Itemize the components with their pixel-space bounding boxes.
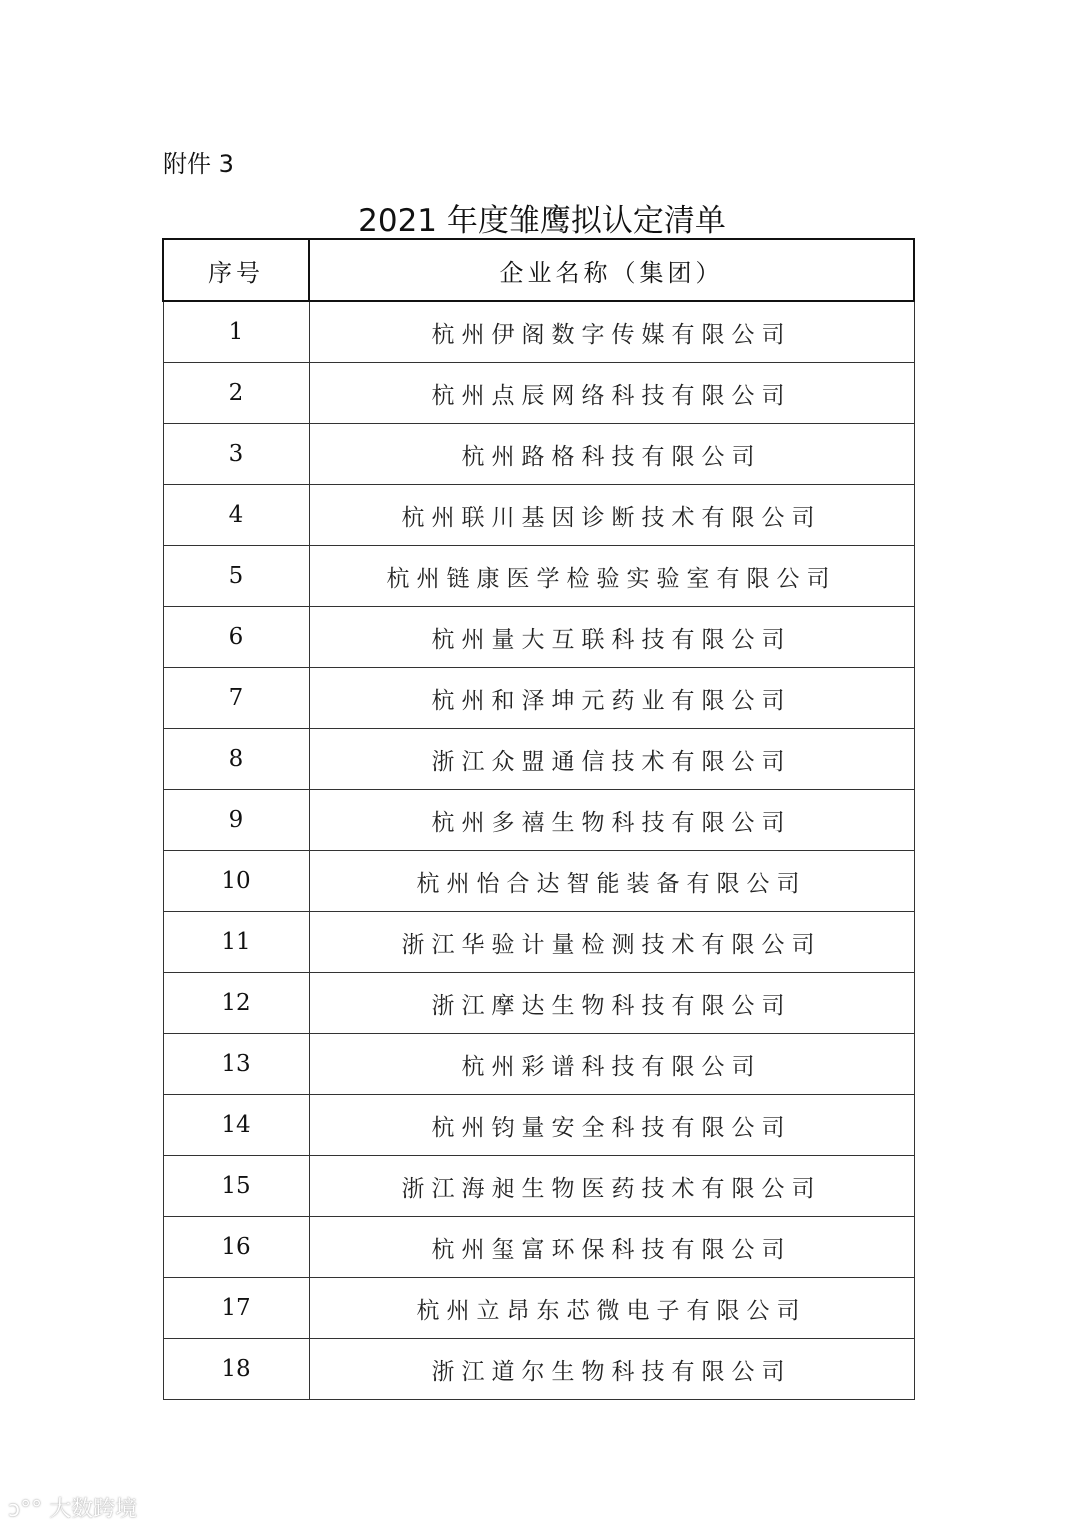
header-company-name: 企业名称（集团） — [309, 239, 914, 301]
row-index: 15 — [163, 1156, 309, 1217]
document-title: 2021 年度雏鹰拟认定清单 — [358, 203, 726, 239]
company-name: 杭州玺富环保科技有限公司 — [309, 1217, 914, 1278]
row-index: 17 — [163, 1278, 309, 1339]
company-name: 杭州怡合达智能装备有限公司 — [309, 851, 914, 912]
table-row — [163, 424, 914, 485]
table-row — [163, 912, 914, 973]
company-name: 杭州路格科技有限公司 — [309, 424, 914, 485]
table-row — [163, 790, 914, 851]
table-row — [163, 1156, 914, 1217]
company-name: 杭州点辰网络科技有限公司 — [309, 363, 914, 424]
watermark-text: 大数跨境 — [49, 1497, 138, 1522]
table-row — [163, 546, 914, 607]
row-index: 7 — [163, 668, 309, 729]
row-index: 6 — [163, 607, 309, 668]
company-name: 杭州伊阁数字传媒有限公司 — [309, 301, 914, 363]
row-index: 11 — [163, 912, 309, 973]
table-row — [163, 1034, 914, 1095]
company-name: 杭州多禧生物科技有限公司 — [309, 790, 914, 851]
row-index: 10 — [163, 851, 309, 912]
watermark-logo: ↄ°° 大数跨境 — [8, 1497, 138, 1522]
company-list-table — [162, 238, 915, 1400]
row-index: 18 — [163, 1339, 309, 1400]
table-row — [163, 851, 914, 912]
table-row — [163, 1217, 914, 1278]
table-row — [163, 668, 914, 729]
row-index: 1 — [163, 301, 309, 363]
table-row — [163, 485, 914, 546]
row-index: 3 — [163, 424, 309, 485]
row-index: 4 — [163, 485, 309, 546]
company-name: 浙江华验计量检测技术有限公司 — [309, 912, 914, 973]
row-index: 5 — [163, 546, 309, 607]
row-index: 2 — [163, 363, 309, 424]
table-row — [163, 607, 914, 668]
company-name: 杭州联川基因诊断技术有限公司 — [309, 485, 914, 546]
company-name: 杭州链康医学检验实验室有限公司 — [309, 546, 914, 607]
row-index: 16 — [163, 1217, 309, 1278]
table-row — [163, 363, 914, 424]
table-row — [163, 729, 914, 790]
company-name: 杭州彩谱科技有限公司 — [309, 1034, 914, 1095]
row-index: 13 — [163, 1034, 309, 1095]
attachment-label: 附件 3 — [163, 150, 234, 178]
table-row — [163, 1339, 914, 1400]
row-index: 14 — [163, 1095, 309, 1156]
company-name: 杭州和泽坤元药业有限公司 — [309, 668, 914, 729]
company-name: 浙江道尔生物科技有限公司 — [309, 1339, 914, 1400]
table-row — [163, 1278, 914, 1339]
table-row — [163, 301, 914, 363]
company-name: 杭州立昂东芯微电子有限公司 — [309, 1278, 914, 1339]
table-row — [163, 973, 914, 1034]
company-name: 浙江摩达生物科技有限公司 — [309, 973, 914, 1034]
company-name: 浙江众盟通信技术有限公司 — [309, 729, 914, 790]
row-index: 9 — [163, 790, 309, 851]
row-index: 12 — [163, 973, 309, 1034]
header-index: 序号 — [163, 239, 309, 301]
table-header-row — [163, 239, 914, 301]
table-row — [163, 1095, 914, 1156]
company-name: 浙江海昶生物医药技术有限公司 — [309, 1156, 914, 1217]
company-name: 杭州量大互联科技有限公司 — [309, 607, 914, 668]
row-index: 8 — [163, 729, 309, 790]
company-name: 杭州钧量安全科技有限公司 — [309, 1095, 914, 1156]
